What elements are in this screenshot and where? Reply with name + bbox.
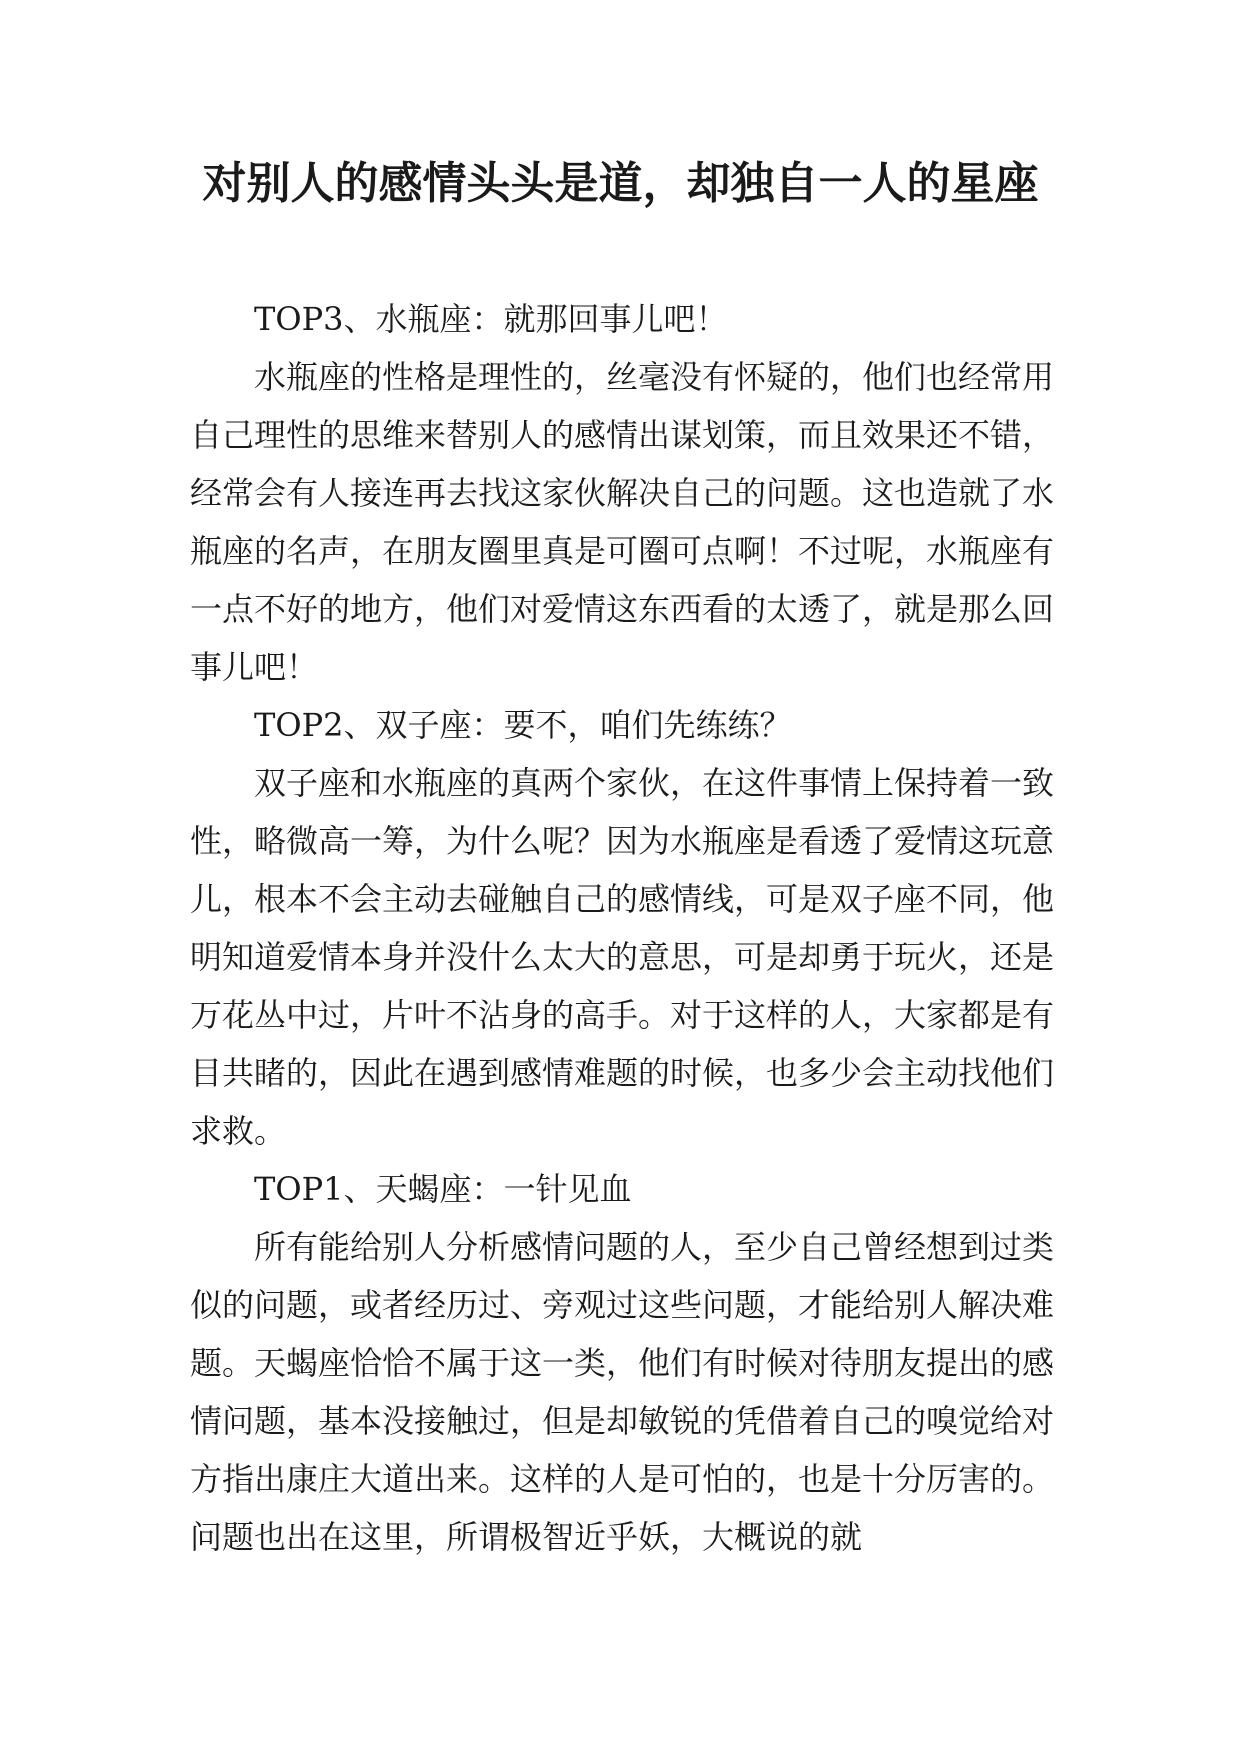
paragraph-gemini: 双子座和水瓶座的真两个家伙，在这件事情上保持着一致性，略微高一筹，为什么呢？因为水瓶座是看透了爱情这玩意儿，根本不会主动去碰触自己的感情线，可是双子座不同，他明知道爱情本身并没什么太大的意思，可是却勇于玩火，还是万花丛中过，片叶不沾身的高手。对于这样的人，大家都是有目共睹的，因此在遇到感情难题的时候，也多少会主动找他们求救。 — [190, 764, 1055, 1150]
document-body — [190, 290, 1054, 1566]
heading-top1: TOP1、天蝎座：一针见血 — [254, 1170, 632, 1208]
document-title: 对别人的感情头头是道，却独自一人的星座 — [202, 158, 1039, 209]
paragraph-scorpio: 所有能给别人分析感情问题的人，至少自己曾经想到过类似的问题，或者经历过、旁观过这些问题，才能给别人解决难题。天蝎座恰恰不属于这一类，他们有时候对待朋友提出的感情问题，基本没接触过，但是却敏锐的凭借着自己的嗅觉给对方指出康庄大道出来。这样的人是可怕的，也是十分厉害的。问题也出在这里，所谓极智近乎妖，大概说的就 — [190, 1228, 1055, 1556]
heading-top3: TOP3、水瓶座：就那回事儿吧！ — [254, 300, 728, 338]
heading-top2: TOP2、双子座：要不，咱们先练练？ — [254, 706, 792, 744]
paragraph-aquarius: 水瓶座的性格是理性的，丝毫没有怀疑的，他们也经常用自己理性的思维来替别人的感情出谋划策，而且效果还不错，经常会有人接连再去找这家伙解决自己的问题。这也造就了水瓶座的名声，在朋友圈里真是可圈可点啊！不过呢，水瓶座有一点不好的地方，他们对爱情这东西看的太透了，就是那么回事儿吧！ — [190, 358, 1055, 686]
